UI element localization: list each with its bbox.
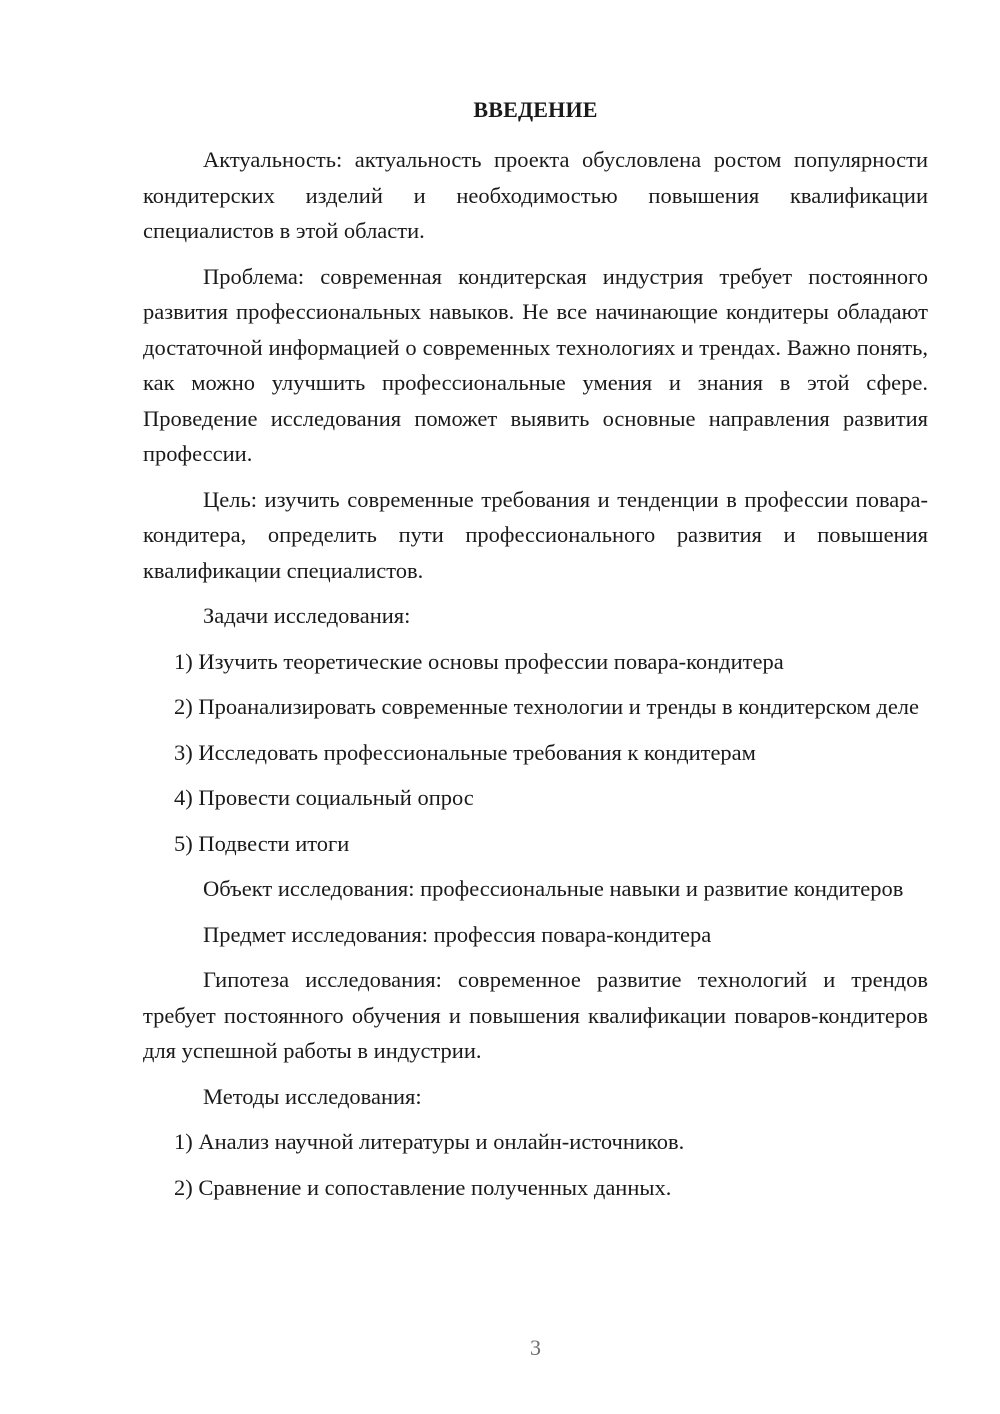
method-item-2: 2) Сравнение и сопоставление полученных данных. <box>174 1174 672 1200</box>
task-item-4: 4) Провести социальный опрос <box>174 785 474 810</box>
task-item-5: 5) Подвести итоги <box>174 830 350 856</box>
method-item-1: 1) Анализ научной литературы и онлайн-источников. <box>174 1129 685 1154</box>
page-number: 3 <box>530 1335 541 1360</box>
task-item-2: 2) Проанализировать современные технологии и тренды в кондитерском деле <box>174 694 920 719</box>
object-paragraph: Объект исследования: профессиональные навыки и развитие кондитеров <box>203 876 904 901</box>
task-item-1: 1) Изучить теоретические основы профессии повара-кондитера <box>174 648 784 674</box>
problem-paragraph: Проблема: современная кондитерская индустрия требует постоянного развития профессиональных навыков. Не все начинающие кондитеры обладают достаточной информацией о современных технологиях и трендах. Важно понять, как можно улучшить профессиональные умения и знания в этой сфере. Проведение исследования поможет выявить основные направления развития профессии. <box>143 263 928 466</box>
task-item-3: 3) Исследовать профессиональные требования к кондитерам <box>174 739 756 765</box>
document-body <box>143 142 928 1215</box>
methods-heading: Методы исследования: <box>203 1083 422 1109</box>
subject-paragraph: Предмет исследования: профессия повара-кондитера <box>203 921 712 947</box>
goal-paragraph: Цель: изучить современные требования и тенденции в профессии повара-кондитера, определить пути профессионального развития и повышения квалификации специалистов. <box>143 486 928 583</box>
tasks-heading: Задачи исследования: <box>203 603 411 628</box>
page-title: ВВЕДЕНИЕ <box>473 97 598 122</box>
relevance-paragraph: Актуальность: актуальность проекта обусловлена ростом популярности кондитерских изделий и необходимостью повышения квалификации специалистов в этой области. <box>143 147 928 243</box>
hypothesis-paragraph: Гипотеза исследования: современное развитие технологий и трендов требует постоянного обучения и повышения квалификации поваров-кондитеров для успешной работы в индустрии. <box>143 967 928 1063</box>
